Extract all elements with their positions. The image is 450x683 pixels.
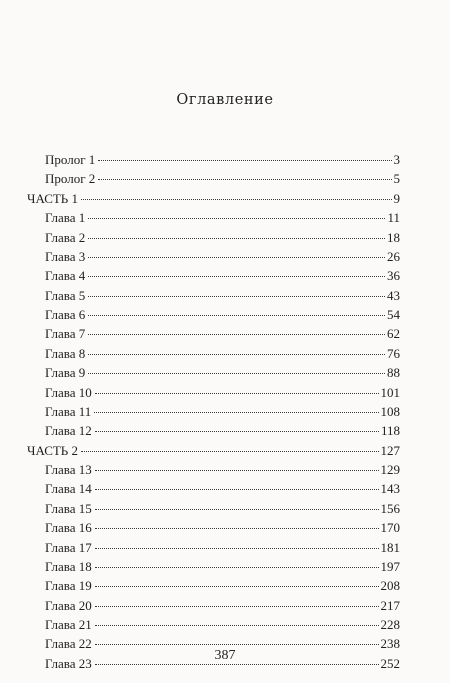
dot-leader: [98, 159, 391, 161]
toc-entry[interactable]: [0, 266, 400, 285]
toc-entry-page: 3: [393, 152, 400, 167]
dot-leader: [95, 488, 379, 490]
toc-entry-page: 143: [380, 481, 400, 497]
toc-entry-page: 181: [380, 539, 400, 555]
toc-entry-label: Глава 16: [45, 520, 92, 536]
toc-entry[interactable]: [0, 576, 400, 595]
toc-entry[interactable]: [0, 208, 400, 227]
dot-leader: [88, 333, 385, 335]
dot-leader: [95, 585, 379, 587]
toc-entry-label: Глава 20: [45, 597, 92, 613]
toc-entry-page: 118: [380, 423, 400, 439]
dot-leader: [95, 508, 379, 510]
toc-entry-label: Глава 9: [45, 365, 86, 381]
toc-entry-label: Глава 1: [45, 210, 86, 226]
dot-leader: [98, 178, 391, 180]
dot-leader: [95, 566, 379, 568]
toc-entry-page: 156: [380, 500, 400, 516]
toc-entry[interactable]: [0, 499, 400, 518]
dot-leader: [88, 314, 385, 316]
toc-entry-label: Глава 4: [45, 268, 86, 284]
toc-entry-label: Глава 8: [45, 345, 86, 361]
toc-entry[interactable]: [0, 228, 400, 247]
toc-entry[interactable]: [0, 402, 400, 421]
toc-entry-page: 43: [387, 287, 400, 303]
toc-entry-label: Глава 15: [45, 500, 92, 516]
toc-entry[interactable]: [0, 247, 400, 266]
dot-leader: [94, 411, 378, 413]
toc-entry-page: 197: [380, 558, 400, 574]
toc-entry-label: Глава 12: [45, 423, 92, 439]
toc-entry-page: 217: [380, 597, 400, 613]
dot-leader: [81, 198, 391, 200]
toc-entry-page: 108: [380, 403, 400, 419]
toc-entry-label: Глава 6: [45, 307, 86, 322]
toc-entry-label: Глава 23: [45, 655, 92, 671]
dot-leader: [95, 392, 379, 394]
toc-entry-page: 76: [387, 345, 400, 361]
toc-entry-label: ЧАСТЬ 2: [27, 442, 79, 458]
toc-entry[interactable]: [0, 421, 400, 440]
toc-entry-page: 238: [380, 636, 400, 652]
toc-entry-label: Глава 10: [45, 384, 92, 400]
toc-entry-page: 170: [380, 520, 400, 536]
toc-entry-page: 36: [387, 268, 400, 284]
toc-entry[interactable]: [0, 538, 400, 557]
toc-entry[interactable]: [0, 363, 400, 382]
toc-entry-label: Глава 2: [45, 229, 86, 245]
dot-leader: [95, 469, 379, 471]
table-of-contents: [0, 150, 450, 673]
toc-entry[interactable]: [0, 441, 400, 460]
toc-entry-label: Глава 13: [45, 462, 92, 477]
toc-entry-page: 127: [380, 442, 400, 458]
dot-leader: [95, 643, 379, 645]
dot-leader: [88, 372, 385, 374]
toc-entry-page: 11: [387, 210, 400, 226]
toc-entry-label: Глава 5: [45, 287, 86, 303]
toc-entry[interactable]: [0, 615, 400, 634]
toc-entry-label: Пролог 2: [45, 171, 96, 187]
toc-entry-label: Глава 17: [45, 539, 92, 555]
toc-entry-page: 5: [393, 171, 400, 187]
dot-leader: [88, 237, 385, 239]
toc-entry[interactable]: [0, 557, 400, 576]
toc-entry-label: Пролог 1: [45, 152, 96, 167]
toc-entry-label: Глава 18: [45, 558, 92, 574]
toc-entry[interactable]: [0, 518, 400, 537]
toc-entry-page: 101: [380, 384, 400, 400]
toc-entry[interactable]: [0, 189, 400, 208]
toc-entry-page: 228: [380, 617, 400, 632]
toc-entry-page: 208: [380, 578, 400, 594]
toc-entry[interactable]: [0, 169, 400, 188]
toc-entry[interactable]: [0, 150, 400, 169]
toc-entry[interactable]: [0, 596, 400, 615]
dot-leader: [88, 275, 385, 277]
toc-entry[interactable]: [0, 344, 400, 363]
toc-entry-label: Глава 19: [45, 578, 92, 594]
dot-leader: [95, 547, 379, 549]
toc-entry-label: Глава 22: [45, 636, 92, 652]
toc-entry-page: 252: [380, 655, 400, 671]
toc-entry-label: ЧАСТЬ 1: [27, 190, 79, 206]
toc-entry-page: 9: [393, 190, 400, 206]
toc-entry-label: Глава 11: [45, 403, 92, 419]
dot-leader: [95, 624, 379, 626]
toc-entry-page: 88: [387, 365, 400, 381]
page-number: 387: [214, 648, 236, 663]
toc-entry-label: Глава 7: [45, 326, 86, 342]
toc-entry[interactable]: [0, 479, 400, 498]
dot-leader: [88, 295, 385, 297]
page-title: Оглавление: [176, 92, 274, 108]
toc-entry-page: 129: [380, 462, 400, 477]
toc-entry-label: Глава 21: [45, 617, 92, 632]
dot-leader: [95, 527, 379, 529]
toc-entry-page: 18: [387, 229, 400, 245]
dot-leader: [81, 450, 378, 452]
dot-leader: [95, 605, 379, 607]
dot-leader: [88, 217, 385, 219]
dot-leader: [88, 353, 385, 355]
toc-entry-label: Глава 14: [45, 481, 92, 497]
toc-entry[interactable]: [0, 460, 400, 479]
toc-entry-label: Глава 3: [45, 248, 86, 264]
dot-leader: [88, 256, 385, 258]
toc-entry-page: 62: [387, 326, 400, 342]
toc-entry[interactable]: [0, 305, 400, 324]
toc-entry[interactable]: [0, 286, 400, 305]
toc-entry[interactable]: [0, 324, 400, 343]
toc-entry-page: 54: [387, 307, 400, 322]
dot-leader: [95, 430, 379, 432]
toc-entry-page: 26: [387, 248, 400, 264]
toc-entry[interactable]: [0, 383, 400, 402]
